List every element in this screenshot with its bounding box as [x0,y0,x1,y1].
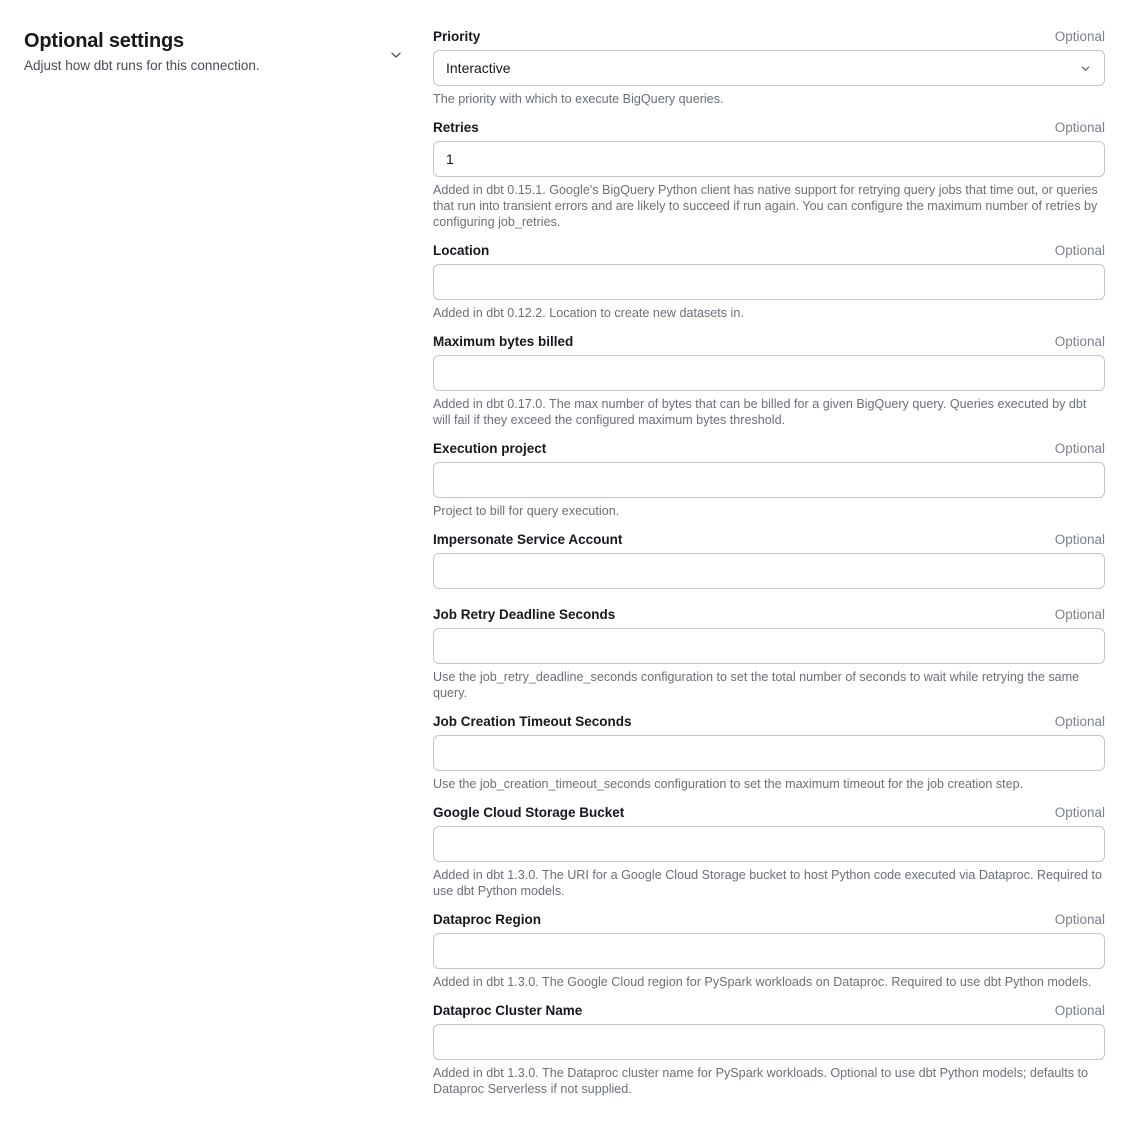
section-description-panel [0,28,433,1097]
field-spacer [433,899,1105,911]
field-header [433,242,1105,259]
field-label-location: Location [433,243,490,258]
dataproc-cluster-name-input[interactable] [433,1024,1105,1060]
optional-tag-dataproc-cluster-name: Optional [1054,1003,1105,1018]
field-spacer [433,792,1105,804]
field-label-impersonate-service-account: Impersonate Service Account [433,532,623,547]
helper-text-retries: Added in dbt 0.15.1. Google's BigQuery Python client has native support for retrying query jobs that time out, or queries that run into transient errors and are likely to succeed if run again. You can configure the maximum number of retries by configuring job_retries. [433,183,1098,229]
field-label-retries: Retries [433,120,479,135]
retries-input[interactable] [433,141,1105,177]
field-execution-project [433,440,1105,519]
field-header [433,28,1105,45]
field-spacer [433,589,1105,606]
job-retry-deadline-seconds-input[interactable] [433,628,1105,664]
job-creation-timeout-seconds-input[interactable] [433,735,1105,771]
impersonate-service-account-input[interactable] [433,553,1105,589]
optional-settings-form [433,28,1134,1097]
field-google-cloud-storage-bucket [433,804,1105,899]
field-spacer [433,321,1105,333]
optional-tag-maximum-bytes-billed: Optional [1054,334,1105,349]
field-header [433,333,1105,350]
section-text-block [24,28,260,75]
maximum-bytes-billed-input[interactable] [433,355,1105,391]
field-header [433,531,1105,548]
field-spacer [433,519,1105,531]
field-job-retry-deadline-seconds [433,606,1105,701]
field-job-creation-timeout-seconds [433,713,1105,792]
field-header [433,804,1105,821]
page-title: Optional settings [24,30,184,52]
field-spacer [433,230,1105,242]
priority-selected-value: Interactive [446,60,511,76]
optional-tag-priority: Optional [1054,29,1105,44]
field-impersonate-service-account [433,531,1105,589]
field-header [433,440,1105,457]
field-maximum-bytes-billed [433,333,1105,428]
helper-text-dataproc-cluster-name: Added in dbt 1.3.0. The Dataproc cluster name for PySpark workloads. Optional to use dbt Python models; defaults to Dataproc Serverless if not supplied. [433,1066,1089,1096]
optional-tag-location: Optional [1054,243,1105,258]
section-subtitle: Adjust how dbt runs for this connection. [24,58,260,73]
priority-select[interactable] [433,50,1105,86]
optional-tag-retries: Optional [1054,120,1105,135]
optional-tag-execution-project: Optional [1054,441,1105,456]
field-label-dataproc-region: Dataproc Region [433,912,542,927]
location-input[interactable] [433,264,1105,300]
helper-text-dataproc-region: Added in dbt 1.3.0. The Google Cloud region for PySpark workloads on Dataproc. Required to use dbt Python models. [433,975,1092,989]
field-label-dataproc-cluster-name: Dataproc Cluster Name [433,1003,583,1018]
field-header [433,606,1105,623]
optional-tag-google-cloud-storage-bucket: Optional [1054,805,1105,820]
field-spacer [433,428,1105,440]
chevron-down-icon[interactable] [387,46,405,64]
retries-input-value: 1 [446,151,454,167]
helper-text-priority: The priority with which to execute BigQuery queries. [433,92,724,106]
field-label-google-cloud-storage-bucket: Google Cloud Storage Bucket [433,805,625,820]
helper-text-job-retry-deadline-seconds: Use the job_retry_deadline_seconds configuration to set the total number of seconds to wait while retrying the same query. [433,670,1080,700]
field-label-job-creation-timeout-seconds: Job Creation Timeout Seconds [433,714,632,729]
optional-tag-dataproc-region: Optional [1054,912,1105,927]
field-dataproc-region [433,911,1105,990]
field-label-job-retry-deadline-seconds: Job Retry Deadline Seconds [433,607,616,622]
helper-text-job-creation-timeout-seconds: Use the job_creation_timeout_seconds configuration to set the maximum timeout for the job creation step. [433,777,1024,791]
field-header [433,911,1105,928]
optional-tag-impersonate-service-account: Optional [1054,532,1105,547]
optional-tag-job-retry-deadline-seconds: Optional [1054,607,1105,622]
optional-tag-job-creation-timeout-seconds: Optional [1054,714,1105,729]
helper-text-maximum-bytes-billed: Added in dbt 0.17.0. The max number of bytes that can be billed for a given BigQuery query. Queries executed by dbt will fail if they exceed the configured maximum bytes threshold. [433,397,1087,427]
field-spacer [433,107,1105,119]
field-header [433,713,1105,730]
chevron-down-icon [1078,61,1092,75]
field-header [433,1002,1105,1019]
helper-text-execution-project: Project to bill for query execution. [433,504,620,518]
field-spacer [433,701,1105,713]
field-label-priority: Priority [433,29,481,44]
helper-text-location: Added in dbt 0.12.2. Location to create new datasets in. [433,306,744,320]
field-spacer [433,990,1105,1002]
field-location [433,242,1105,321]
field-label-execution-project: Execution project [433,441,547,456]
field-dataproc-cluster-name [433,1002,1105,1097]
field-header [433,119,1105,136]
field-label-maximum-bytes-billed: Maximum bytes billed [433,334,574,349]
google-cloud-storage-bucket-input[interactable] [433,826,1105,862]
field-priority [433,28,1105,107]
field-retries [433,119,1105,230]
helper-text-google-cloud-storage-bucket: Added in dbt 1.3.0. The URI for a Google Cloud Storage bucket to host Python code executed via Dataproc. Required to use dbt Python models. [433,868,1103,898]
execution-project-input[interactable] [433,462,1105,498]
dataproc-region-input[interactable] [433,933,1105,969]
